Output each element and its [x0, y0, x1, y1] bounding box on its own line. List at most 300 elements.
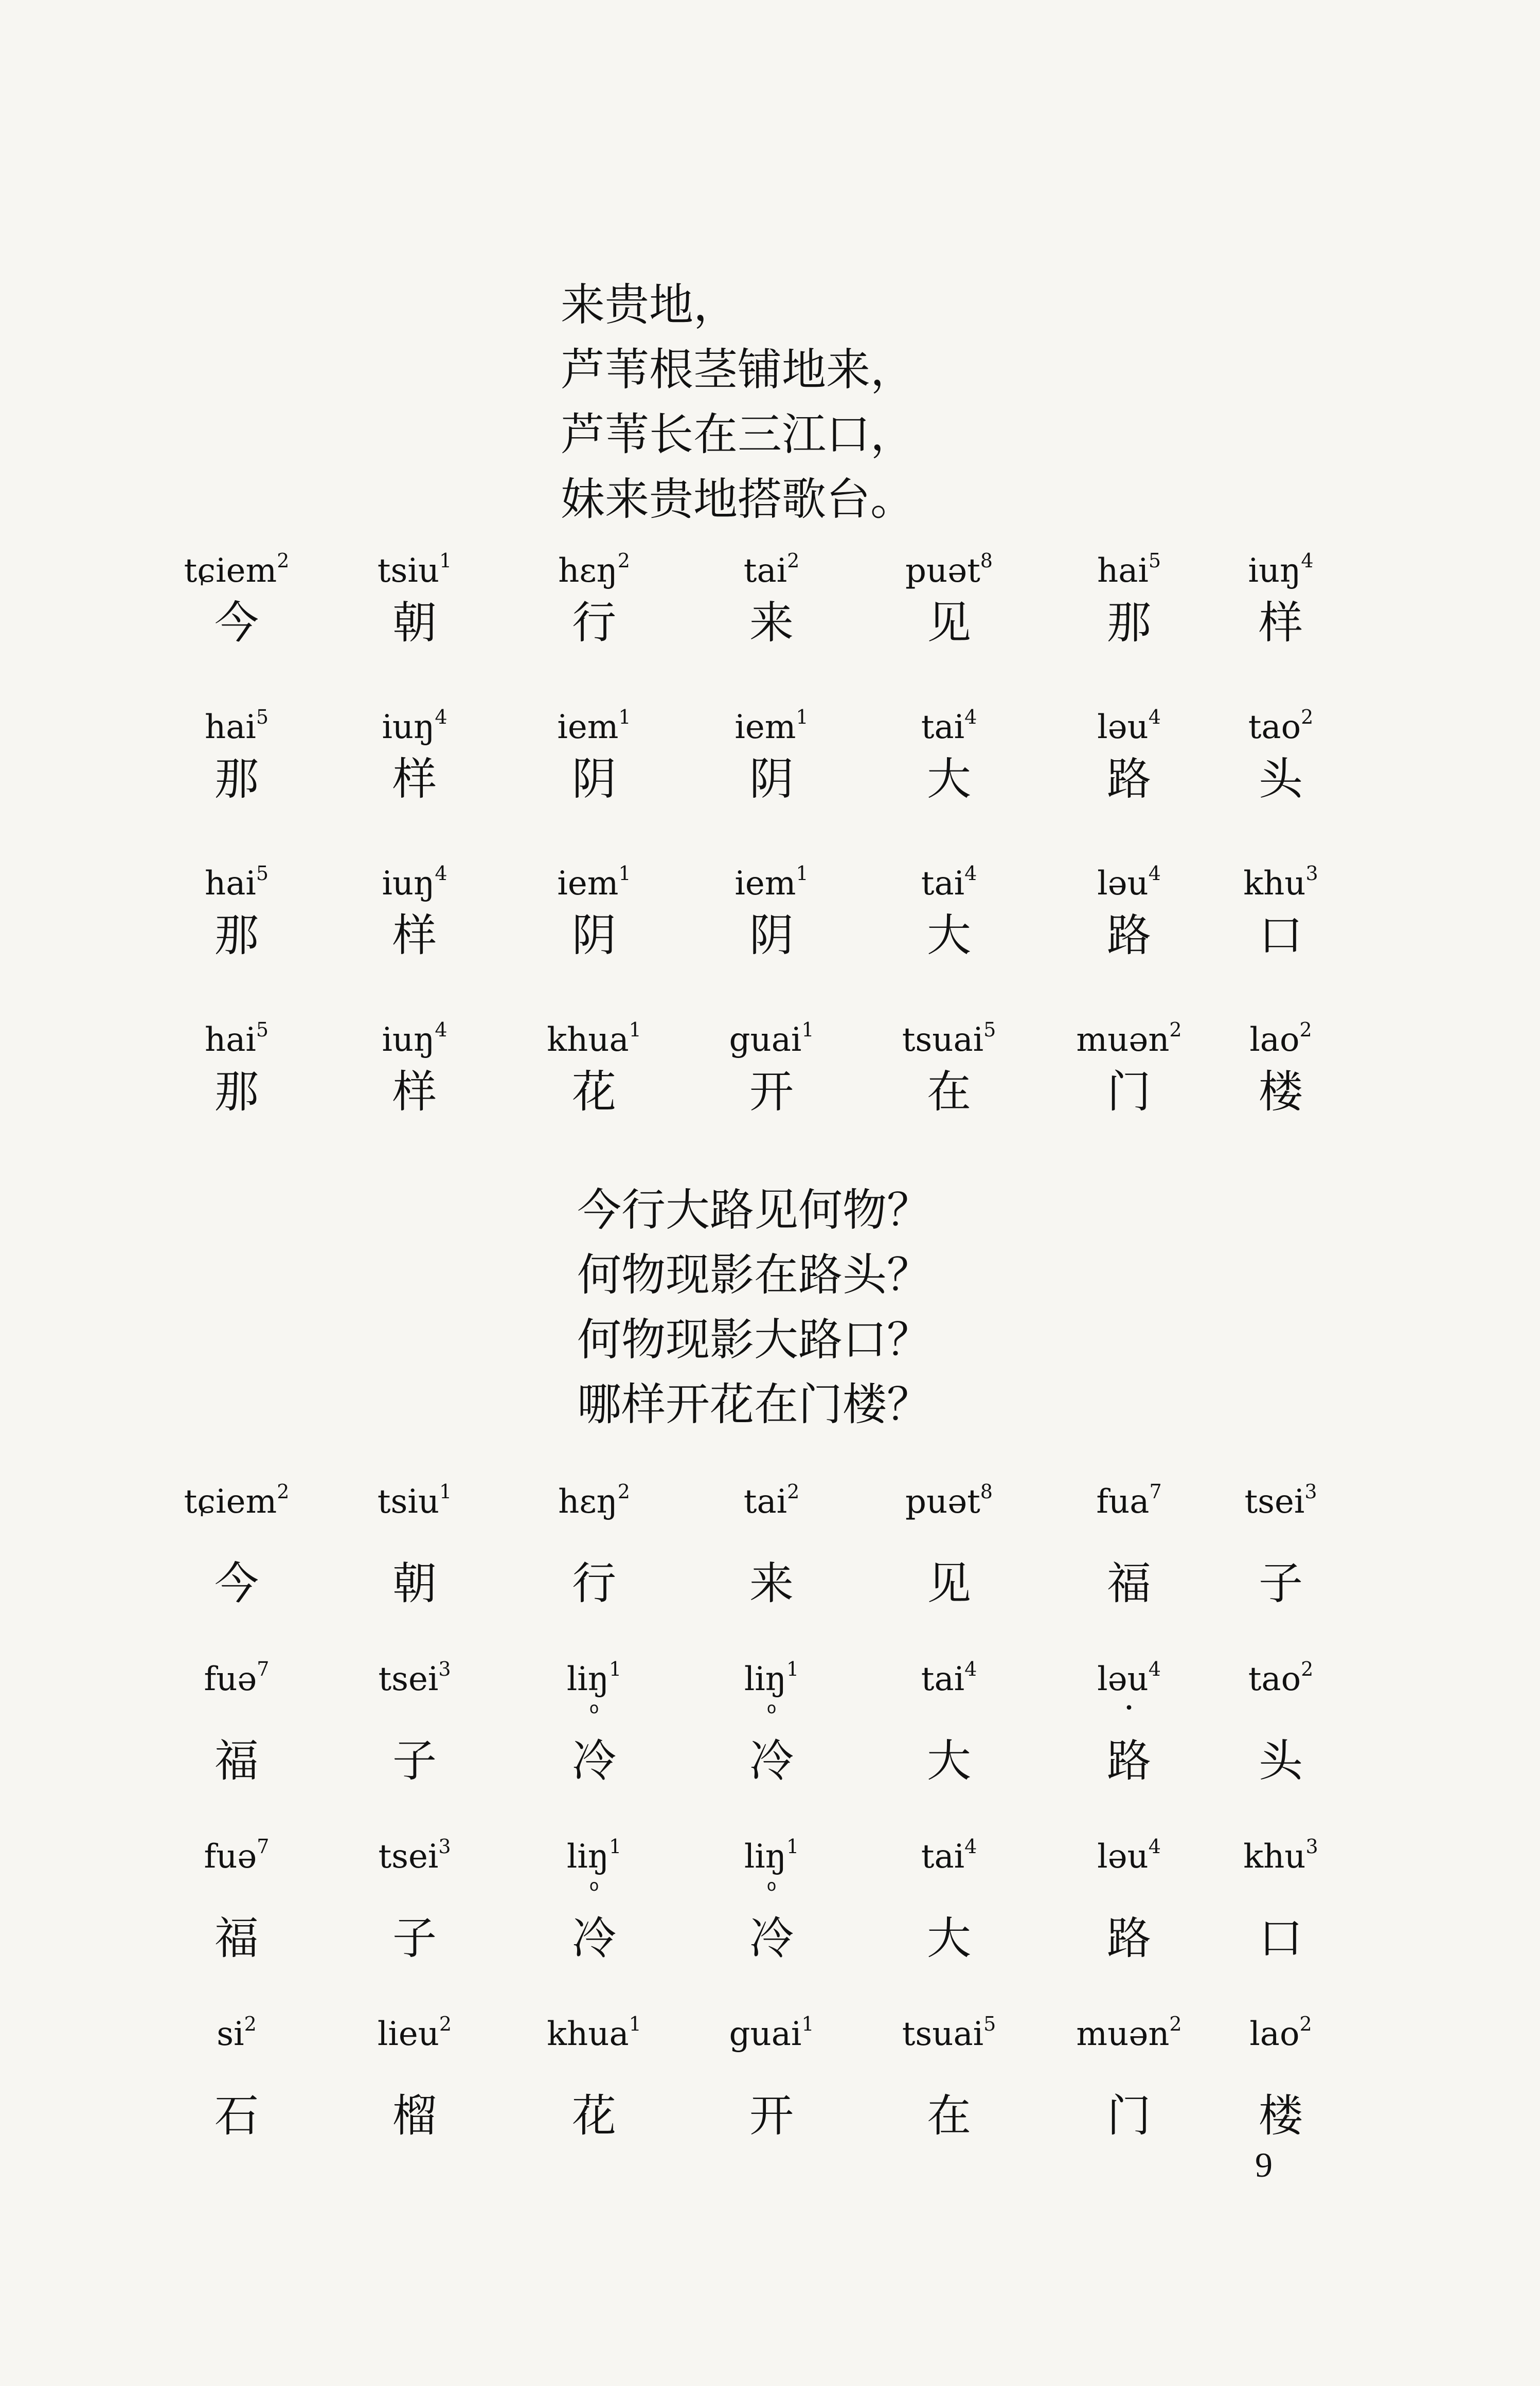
gloss-cell: [1193, 1019, 1368, 1120]
gloss-cell: [862, 1481, 1036, 1612]
gloss-cell: [862, 2014, 1036, 2144]
syllable: tsuai: [902, 2015, 984, 2053]
romanization: [1042, 550, 1216, 591]
mark-below: [684, 2055, 859, 2072]
hanzi-gloss: 楼: [1259, 2090, 1303, 2142]
romanization: [327, 1659, 502, 1700]
hanzi-gloss: 阴: [749, 754, 794, 805]
mark-below: o: [589, 1699, 599, 1717]
syllable: tai: [921, 865, 965, 903]
hanzi-gloss: 路: [1107, 1913, 1151, 1964]
gloss-cell: [1042, 1659, 1216, 1789]
verse-line: 何物现影大路口？: [577, 1314, 931, 1366]
romanization: [507, 863, 682, 904]
tone-number: 3: [438, 1658, 451, 1680]
syllable: tsiu: [377, 552, 440, 590]
hanzi-gloss: 路: [1107, 910, 1151, 961]
romanization: [149, 707, 324, 748]
tone-number: 5: [983, 2013, 996, 2035]
romanization: [327, 1481, 502, 1522]
gloss-cell: [149, 1836, 324, 1967]
syllable: ləu: [1097, 708, 1149, 746]
romanization: [1042, 2014, 1216, 2055]
hanzi-gloss: 阴: [572, 754, 616, 805]
mark-below: o: [589, 1877, 599, 1895]
syllable: hɛŋ: [558, 1483, 618, 1521]
romanization: [327, 863, 502, 904]
tone-number: 2: [787, 1480, 800, 1503]
gloss-row: [0, 1481, 1540, 1659]
tone-number: 1: [786, 1835, 799, 1858]
romanization: [684, 1836, 859, 1877]
gloss-cell: [507, 707, 682, 808]
syllable: iem: [735, 708, 796, 746]
tone-number: 3: [1305, 862, 1318, 885]
hanzi-gloss: 阴: [572, 910, 616, 961]
hanzi-gloss: 冷: [749, 1735, 794, 1787]
syllable: iem: [735, 865, 796, 903]
verse-line: 芦苇根茎铺地来，: [561, 344, 915, 396]
verse-line: 来贵地，: [561, 279, 738, 331]
syllable: lieu: [377, 2015, 439, 2053]
verse-2: [577, 1178, 931, 1437]
hanzi-gloss: 大: [927, 754, 971, 805]
mark-below: [149, 1522, 324, 1540]
hanzi-gloss: 样: [392, 754, 437, 805]
hanzi-gloss: 样: [392, 910, 437, 961]
romanization: [684, 1659, 859, 1700]
syllable: liŋ: [566, 1660, 609, 1698]
mark-below: [1042, 1522, 1216, 1540]
syllable: iuŋ: [382, 865, 435, 903]
gloss-cell: [327, 1836, 502, 1967]
page-number: 9: [1255, 2145, 1273, 2184]
gloss-cell: [862, 863, 1036, 964]
tone-number: 4: [1148, 706, 1161, 728]
hanzi-gloss: 见: [927, 1558, 971, 1609]
tone-number: 5: [1148, 549, 1161, 572]
gloss-cell: [149, 2014, 324, 2144]
hanzi-gloss: 口: [1259, 910, 1303, 961]
tone-number: 4: [435, 1018, 447, 1041]
romanization: [507, 550, 682, 591]
gloss-cell: [1193, 863, 1368, 964]
hanzi-gloss: 门: [1107, 1066, 1151, 1118]
gloss-cell: [684, 1659, 859, 1789]
romanization: [1042, 1481, 1216, 1522]
hanzi-gloss: 样: [392, 1066, 437, 1118]
romanization: [1042, 707, 1216, 748]
gloss-cell: [1193, 1836, 1368, 1967]
tone-number: 5: [256, 862, 269, 885]
romanization: [149, 550, 324, 591]
mark-below: [684, 1522, 859, 1540]
hanzi-gloss: 在: [927, 2090, 971, 2142]
romanization: [507, 1836, 682, 1877]
romanization: [1042, 1836, 1216, 1877]
gloss-row: [0, 863, 1540, 1019]
mark-below: [1042, 2055, 1216, 2072]
romanization: [327, 550, 502, 591]
syllable: iuŋ: [1248, 552, 1301, 590]
romanization: [327, 1836, 502, 1877]
mark-below: [862, 1700, 1036, 1717]
tone-number: 2: [277, 549, 290, 572]
gloss-cell: [862, 1019, 1036, 1120]
tone-number: 2: [1299, 1018, 1312, 1041]
syllable: tsiu: [377, 1483, 440, 1521]
romanization: [862, 1836, 1036, 1877]
gloss-cell: [862, 550, 1036, 651]
tone-number: 5: [256, 706, 269, 728]
gloss-cell: [327, 707, 502, 808]
syllable: khu: [1243, 1838, 1306, 1876]
tone-number: 1: [801, 2013, 814, 2035]
syllable: puət: [905, 1483, 980, 1521]
hanzi-gloss: 开: [749, 2090, 794, 2142]
hanzi-gloss: 头: [1259, 754, 1303, 805]
hanzi-gloss: 今: [214, 597, 259, 649]
syllable: iem: [557, 865, 619, 903]
gloss-cell: [327, 1019, 502, 1120]
tone-number: 2: [617, 1480, 630, 1503]
tone-number: 2: [1169, 1018, 1182, 1041]
tone-number: 1: [801, 1018, 814, 1041]
hanzi-gloss: 冷: [749, 1913, 794, 1964]
tone-number: 1: [796, 706, 809, 728]
romanization: [507, 1019, 682, 1061]
gloss-cell: [1042, 707, 1216, 808]
verse-1: [561, 273, 915, 532]
syllable: tao: [1248, 1660, 1301, 1698]
gloss-cell: [1042, 1019, 1216, 1120]
gloss-cell: [684, 707, 859, 808]
syllable: tai: [921, 1660, 965, 1698]
tone-number: 1: [608, 1658, 622, 1680]
mark-below: [149, 1877, 324, 1895]
tone-number: 5: [256, 1018, 269, 1041]
gloss-cell: [149, 863, 324, 964]
gloss-row: [0, 1019, 1540, 1176]
syllable: ləu: [1097, 1660, 1149, 1698]
mark-below: [507, 1522, 682, 1540]
romanization: [149, 1836, 324, 1877]
tone-number: 4: [435, 706, 447, 728]
tone-number: 4: [1301, 549, 1314, 572]
romanization: [507, 1481, 682, 1522]
hanzi-gloss: 楼: [1259, 1066, 1303, 1118]
tone-number: 3: [438, 1835, 451, 1858]
hanzi-gloss: 行: [572, 597, 616, 649]
tone-number: 1: [608, 1835, 622, 1858]
tone-number: 1: [796, 862, 809, 885]
gloss-cell: [1193, 1659, 1368, 1789]
gloss-cell: [507, 863, 682, 964]
hanzi-gloss: 路: [1107, 1735, 1151, 1787]
mark-below: [327, 2055, 502, 2072]
mark-below: [149, 1700, 324, 1717]
tone-number: 1: [439, 1480, 452, 1503]
gloss-cell: [1042, 2014, 1216, 2144]
syllable: khu: [1243, 865, 1306, 903]
syllable: liŋ: [744, 1660, 786, 1698]
hanzi-gloss: 来: [749, 1558, 794, 1609]
romanization: [684, 707, 859, 748]
tone-number: 4: [964, 1658, 977, 1680]
hanzi-gloss: 见: [927, 597, 971, 649]
hanzi-gloss: 来: [749, 597, 794, 649]
mark-below: [327, 1877, 502, 1895]
gloss-cell: [507, 550, 682, 651]
hanzi-gloss: 朝: [392, 1558, 437, 1609]
syllable: tai: [921, 1838, 965, 1876]
mark-below: [862, 2055, 1036, 2072]
gloss-cell: [507, 1019, 682, 1120]
syllable: tɕiem: [184, 1483, 277, 1521]
mark-below: o: [766, 1877, 777, 1895]
tone-number: 4: [964, 706, 977, 728]
syllable: tsei: [1244, 1483, 1305, 1521]
romanization: [507, 1659, 682, 1700]
tone-number: 5: [983, 1018, 996, 1041]
gloss-cell: [1042, 1836, 1216, 1967]
gloss-cell: [149, 1019, 324, 1120]
verse-line: 妹来贵地搭歌台。: [561, 474, 915, 525]
syllable: si: [217, 2015, 244, 2053]
romanization: [1193, 707, 1368, 748]
mark-below: [1193, 2055, 1368, 2072]
romanization: [1193, 1481, 1368, 1522]
romanization: [507, 707, 682, 748]
romanization: [1193, 550, 1368, 591]
gloss-row: [0, 2014, 1540, 2191]
romanization: [149, 863, 324, 904]
gloss-cell: [684, 2014, 859, 2144]
gloss-cell: [862, 707, 1036, 808]
tone-number: 3: [1304, 1480, 1317, 1503]
verse-line: 芦苇长在三江口，: [561, 409, 915, 460]
gloss-cell: [684, 550, 859, 651]
hanzi-gloss: 今: [214, 1558, 259, 1609]
tone-number: 4: [435, 862, 447, 885]
romanization: [684, 2014, 859, 2055]
tone-number: 1: [618, 706, 631, 728]
romanization: [327, 2014, 502, 2055]
gloss-cell: [507, 1836, 682, 1967]
hanzi-gloss: 大: [927, 910, 971, 961]
tone-number: 4: [1148, 1658, 1161, 1680]
romanization-block-1: [0, 550, 1540, 1176]
gloss-cell: [327, 863, 502, 964]
verse-line: 今行大路见何物？: [577, 1185, 931, 1236]
romanization: [1193, 1019, 1368, 1061]
gloss-cell: [1193, 707, 1368, 808]
gloss-row: [0, 550, 1540, 707]
romanization: [149, 2014, 324, 2055]
hanzi-gloss: 大: [927, 1735, 971, 1787]
syllable: fuə: [204, 1838, 257, 1876]
syllable: iuŋ: [382, 708, 435, 746]
hanzi-gloss: 花: [572, 2090, 616, 2142]
mark-below: [327, 1700, 502, 1717]
hanzi-gloss: 头: [1259, 1735, 1303, 1787]
syllable: fua: [1096, 1483, 1150, 1521]
gloss-cell: [327, 550, 502, 651]
mark-below: [149, 2055, 324, 2072]
gloss-cell: [1042, 863, 1216, 964]
romanization: [862, 550, 1036, 591]
romanization: [684, 550, 859, 591]
syllable: tao: [1248, 708, 1301, 746]
syllable: iuŋ: [382, 1021, 435, 1059]
romanization: [862, 1659, 1036, 1700]
romanization: [684, 863, 859, 904]
gloss-cell: [684, 863, 859, 964]
gloss-cell: [862, 1836, 1036, 1967]
tone-number: 7: [257, 1658, 270, 1680]
syllable: tai: [743, 552, 787, 590]
syllable: ləu: [1097, 865, 1149, 903]
tone-number: 4: [964, 1835, 977, 1858]
romanization: [1042, 863, 1216, 904]
syllable: khua: [547, 1021, 629, 1059]
gloss-cell: [684, 1481, 859, 1612]
romanization: [149, 1019, 324, 1061]
hanzi-gloss: 榴: [392, 2090, 437, 2142]
syllable: lao: [1249, 1021, 1300, 1059]
tone-number: 1: [439, 549, 452, 572]
tone-number: 8: [980, 1480, 993, 1503]
gloss-cell: [149, 707, 324, 808]
tone-number: 2: [439, 2013, 452, 2035]
mark-below: [862, 1877, 1036, 1895]
romanization: [1193, 2014, 1368, 2055]
tone-number: 8: [980, 549, 993, 572]
syllable: tsei: [378, 1838, 439, 1876]
syllable: puət: [905, 552, 980, 590]
tone-number: 3: [1305, 1835, 1318, 1858]
gloss-cell: [327, 1659, 502, 1789]
romanization: [327, 707, 502, 748]
hanzi-gloss: 那: [214, 910, 259, 961]
gloss-row: [0, 707, 1540, 863]
hanzi-gloss: 福: [214, 1735, 259, 1787]
syllable: guai: [729, 1021, 802, 1059]
hanzi-gloss: 样: [1259, 597, 1303, 649]
verse-line: 哪样开花在门楼？: [577, 1379, 931, 1430]
gloss-cell: [507, 1481, 682, 1612]
syllable: hɛŋ: [558, 552, 618, 590]
syllable: tsei: [378, 1660, 439, 1698]
gloss-cell: [507, 1659, 682, 1789]
romanization: [862, 1481, 1036, 1522]
mark-below: [1193, 1700, 1368, 1717]
syllable: muən: [1076, 2015, 1170, 2053]
tone-number: 1: [618, 862, 631, 885]
mark-below: o: [766, 1699, 777, 1717]
mark-below: [507, 2055, 682, 2072]
romanization: [1042, 1019, 1216, 1061]
romanization: [684, 1481, 859, 1522]
romanization: [1193, 1836, 1368, 1877]
gloss-cell: [149, 550, 324, 651]
hanzi-gloss: 冷: [572, 1735, 616, 1787]
hanzi-gloss: 路: [1107, 754, 1151, 805]
gloss-cell: [1042, 1481, 1216, 1612]
romanization: [862, 1019, 1036, 1061]
gloss-cell: [1193, 1481, 1368, 1612]
syllable: tai: [921, 708, 965, 746]
gloss-cell: [327, 2014, 502, 2144]
syllable: fuə: [204, 1660, 257, 1698]
gloss-cell: [507, 2014, 682, 2144]
gloss-row: [0, 1836, 1540, 2014]
syllable: lao: [1249, 2015, 1300, 2053]
syllable: ləu: [1097, 1838, 1149, 1876]
romanization-block-2: [0, 1481, 1540, 2191]
romanization: [862, 707, 1036, 748]
mark-below: [862, 1522, 1036, 1540]
tone-number: 2: [1301, 1658, 1314, 1680]
hanzi-gloss: 那: [1107, 597, 1151, 649]
tone-number: 1: [786, 1658, 799, 1680]
gloss-cell: [1042, 550, 1216, 651]
gloss-cell: [684, 1019, 859, 1120]
hanzi-gloss: 花: [572, 1066, 616, 1118]
romanization: [862, 2014, 1036, 2055]
syllable: hai: [204, 1021, 256, 1059]
tone-number: 2: [787, 549, 800, 572]
romanization: [862, 863, 1036, 904]
romanization: [1193, 863, 1368, 904]
mark-below: [1042, 1877, 1216, 1895]
syllable: muən: [1076, 1021, 1170, 1059]
hanzi-gloss: 口: [1259, 1913, 1303, 1964]
tone-number: 2: [617, 549, 630, 572]
tone-number: 2: [1169, 2013, 1182, 2035]
tone-number: 2: [277, 1480, 290, 1503]
hanzi-gloss: 那: [214, 1066, 259, 1118]
gloss-cell: [684, 1836, 859, 1967]
syllable: liŋ: [566, 1838, 609, 1876]
tone-number: 1: [629, 2013, 641, 2035]
mark-below: [1193, 1877, 1368, 1895]
syllable: khua: [547, 2015, 629, 2053]
mark-below: [1193, 1522, 1368, 1540]
romanization: [149, 1659, 324, 1700]
hanzi-gloss: 子: [392, 1735, 437, 1787]
syllable: hai: [1097, 552, 1149, 590]
verse-line: 何物现影在路头？: [577, 1249, 931, 1301]
mark-below: •: [1124, 1699, 1134, 1717]
hanzi-gloss: 在: [927, 1066, 971, 1118]
gloss-cell: [862, 1659, 1036, 1789]
romanization: [1042, 1659, 1216, 1700]
romanization: [684, 1019, 859, 1061]
tone-number: 7: [1149, 1480, 1162, 1503]
romanization: [1193, 1659, 1368, 1700]
hanzi-gloss: 冷: [572, 1913, 616, 1964]
hanzi-gloss: 石: [214, 2090, 259, 2142]
tone-number: 4: [1148, 862, 1161, 885]
hanzi-gloss: 子: [1259, 1558, 1303, 1609]
tone-number: 2: [244, 2013, 257, 2035]
hanzi-gloss: 朝: [392, 597, 437, 649]
romanization: [149, 1481, 324, 1522]
hanzi-gloss: 开: [749, 1066, 794, 1118]
hanzi-gloss: 福: [214, 1913, 259, 1964]
gloss-cell: [1193, 550, 1368, 651]
